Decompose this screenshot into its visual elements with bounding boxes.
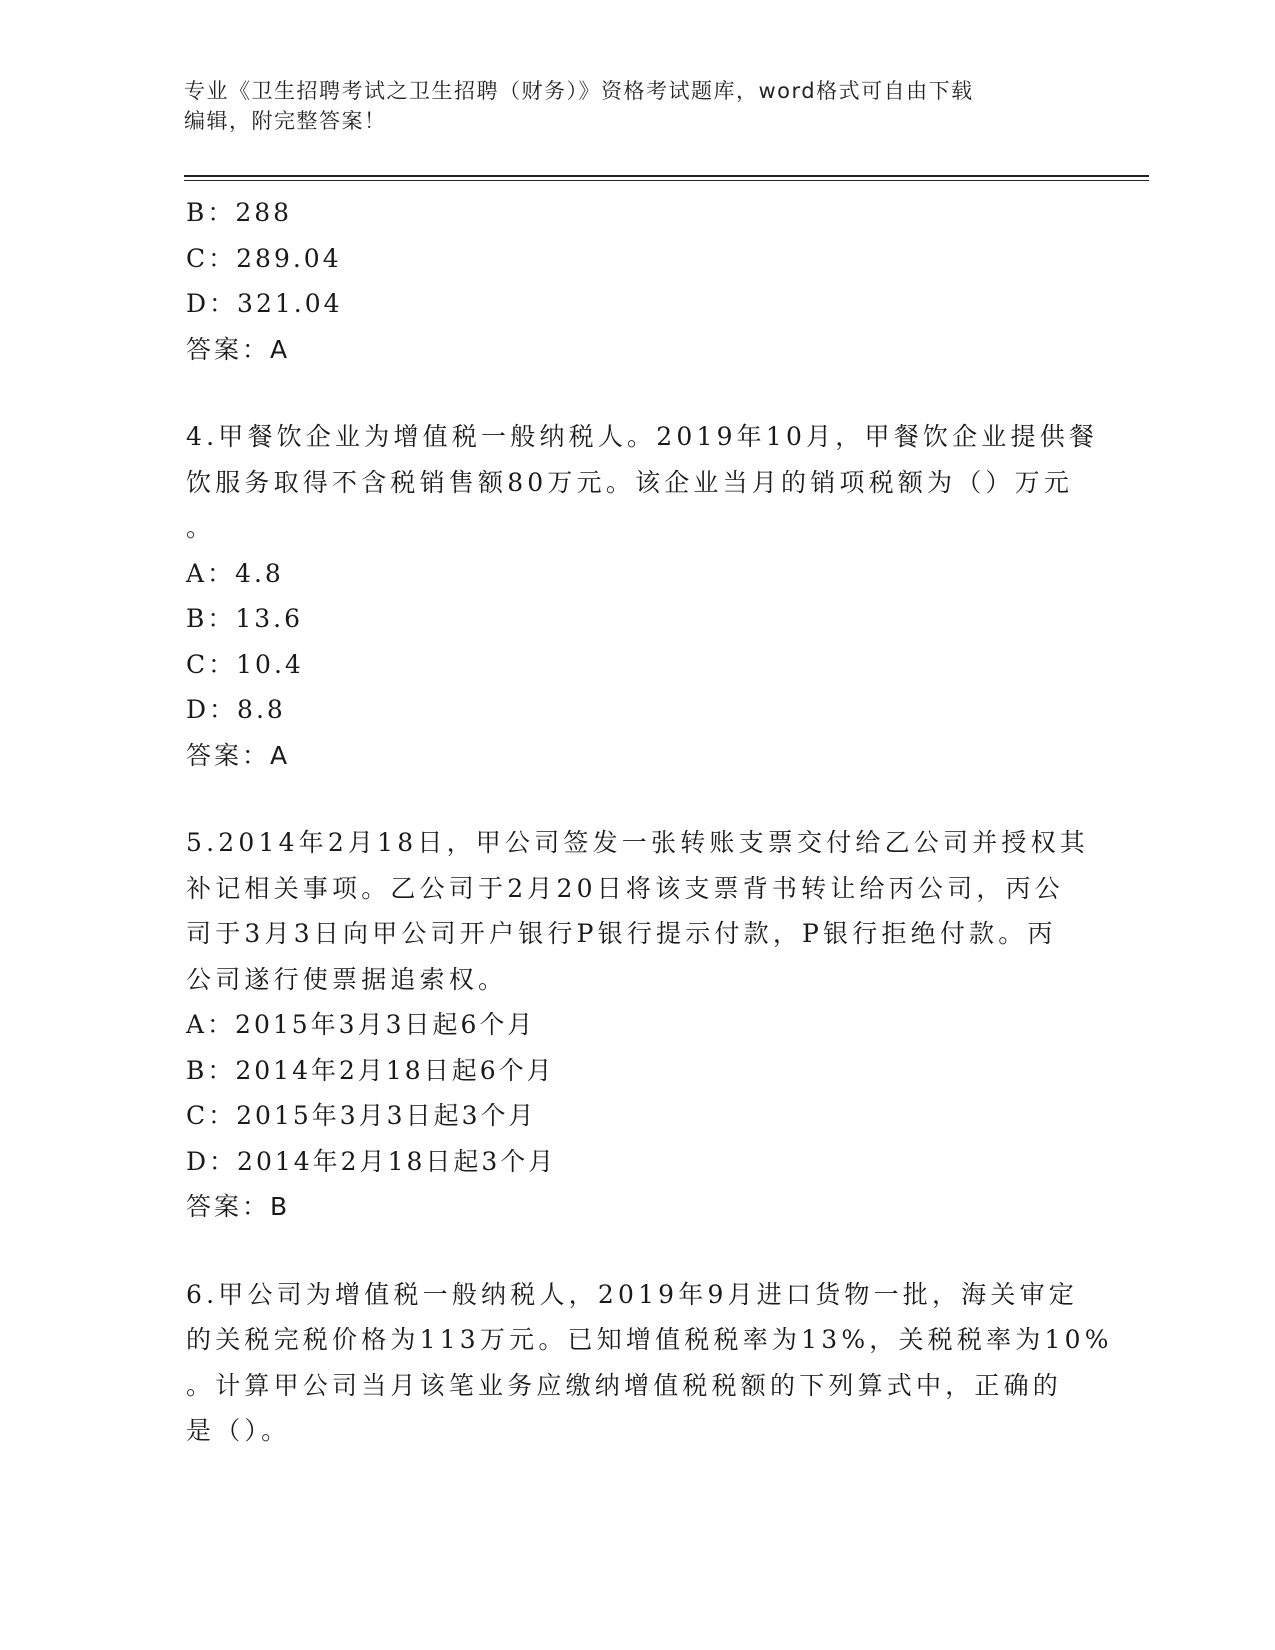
- option-b: B：2014年2月18日起6个月: [186, 1055, 555, 1085]
- stem-line: 5.2014年2月18日，甲公司签发一张转账支票交付给乙公司并授权其: [186, 828, 1089, 857]
- option-c: C：289.04: [186, 243, 342, 273]
- header-line-1: 专业《卫生招聘考试之卫生招聘（财务）》资格考试题库，word格式可自由下载: [184, 79, 974, 103]
- option-a: A：2015年3月3日起6个月: [186, 1010, 536, 1039]
- question-stem: [186, 414, 1099, 551]
- option-d: D：8.8: [186, 695, 286, 724]
- question-content: [186, 190, 1113, 1454]
- header-rule-thick: [184, 175, 1149, 177]
- stem-line: 的关税完税价格为113万元。已知增值税税率为13%，关税税率为10%: [186, 1325, 1113, 1354]
- stem-line: 4.甲餐饮企业为增值税一般纳税人。2019年10月，甲餐饮企业提供餐: [186, 422, 1099, 451]
- header-rule-thin: [184, 180, 1149, 181]
- question-6: [186, 1272, 1113, 1454]
- stem-line: 。: [186, 513, 216, 542]
- header-line-2: 编辑，附完整答案！: [184, 109, 387, 133]
- option-b: B：13.6: [186, 604, 304, 633]
- option-c: C：2015年3月3日起3个月: [186, 1101, 537, 1130]
- stem-line: 饮服务取得不含税销售额80万元。该企业当月的销项税额为（）万元: [186, 467, 1074, 497]
- stem-line: 补记相关事项。乙公司于2月20日将该支票背书转让给丙公司，丙公: [186, 873, 1064, 903]
- stem-line: 公司遂行使票据追索权。: [186, 964, 508, 994]
- question-stem: [186, 1272, 1113, 1454]
- question-4: [186, 414, 1099, 778]
- question-3: [186, 190, 1086, 372]
- stem-line: 司于3月3日向甲公司开户银行P银行提示付款，P银行拒绝付款。丙: [186, 919, 1057, 948]
- option-b: B：288: [186, 198, 293, 227]
- stem-line: 6.甲公司为增值税一般纳税人，2019年9月进口货物一批，海关审定: [186, 1279, 1078, 1309]
- question-stem: [186, 820, 1089, 1002]
- option-a: A：4.8: [186, 558, 284, 588]
- option-d: D：2014年2月18日起3个月: [186, 1146, 557, 1176]
- option-d: D：321.04: [186, 289, 343, 318]
- stem-line: 是（）。: [186, 1416, 291, 1445]
- answer: 答案：B: [186, 1192, 291, 1221]
- stem-line: 。计算甲公司当月该笔业务应缴纳增值税税额的下列算式中，正确的: [186, 1370, 1063, 1400]
- document-header: [184, 76, 1084, 136]
- answer: 答案：A: [186, 334, 291, 364]
- answer: 答案：A: [186, 740, 291, 770]
- question-5: [186, 820, 1089, 1230]
- option-c: C：10.4: [186, 649, 304, 679]
